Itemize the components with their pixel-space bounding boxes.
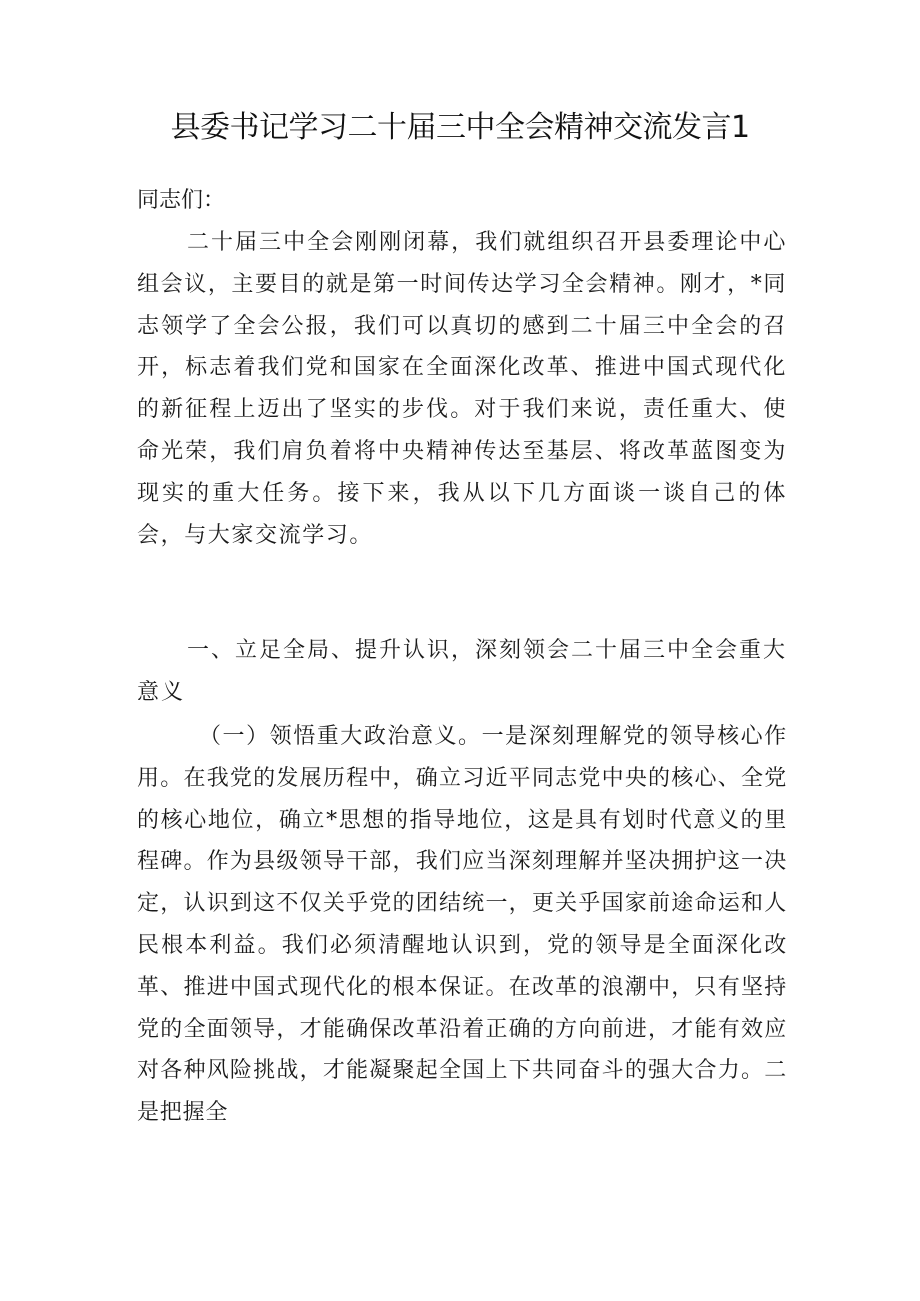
intro-paragraph: 二十届三中全会刚刚闭幕，我们就组织召开县委理论中心组会议，主要目的就是第一时间传达学习全会精神。刚才，*同志领学了全会公报，我们可以真切的感到二十届三中全会的召开，标志着我们党和国家在全面深化改革、推进中国式现代化的新征程上迈出了坚实的步伐。对于我们来说，责任重大、使命光荣，我们肩负着将中央精神传达至基层、将改革蓝图变为现实的重大任务。接下来，我从以下几方面谈一谈自己的体会，与大家交流学习。 [137, 230, 787, 548]
salutation: 同志们： [137, 188, 226, 213]
document-title: 县委书记学习二十届三中全会精神交流发言1 [170, 110, 750, 145]
section-heading: 一、立足全局、提升认识，深刻领会二十届三中全会重大意义 [137, 638, 788, 705]
section-body-paragraph: （一）领悟重大政治意义。一是深刻理解党的领导核心作用。在我党的发展历程中，确立习近平同志党中央的核心、全党的核心地位，确立*思想的指导地位，这是具有划时代意义的里程碑。作为县级领导干部，我们应当深刻理解并坚决拥护这一决定，认识到这不仅关乎党的团结统一，更关乎国家前途命运和人民根本利益。我们必须清醒地认识到，党的领导是全面深化改革、推进中国式现代化的根本保证。在改革的浪潮中，只有坚持党的全面领导，才能确保改革沿着正确的方向前进，才能有效应对各种风险挑战，才能凝聚起全国上下共同奋斗的强大合力。二是把握全 [137, 724, 787, 1126]
